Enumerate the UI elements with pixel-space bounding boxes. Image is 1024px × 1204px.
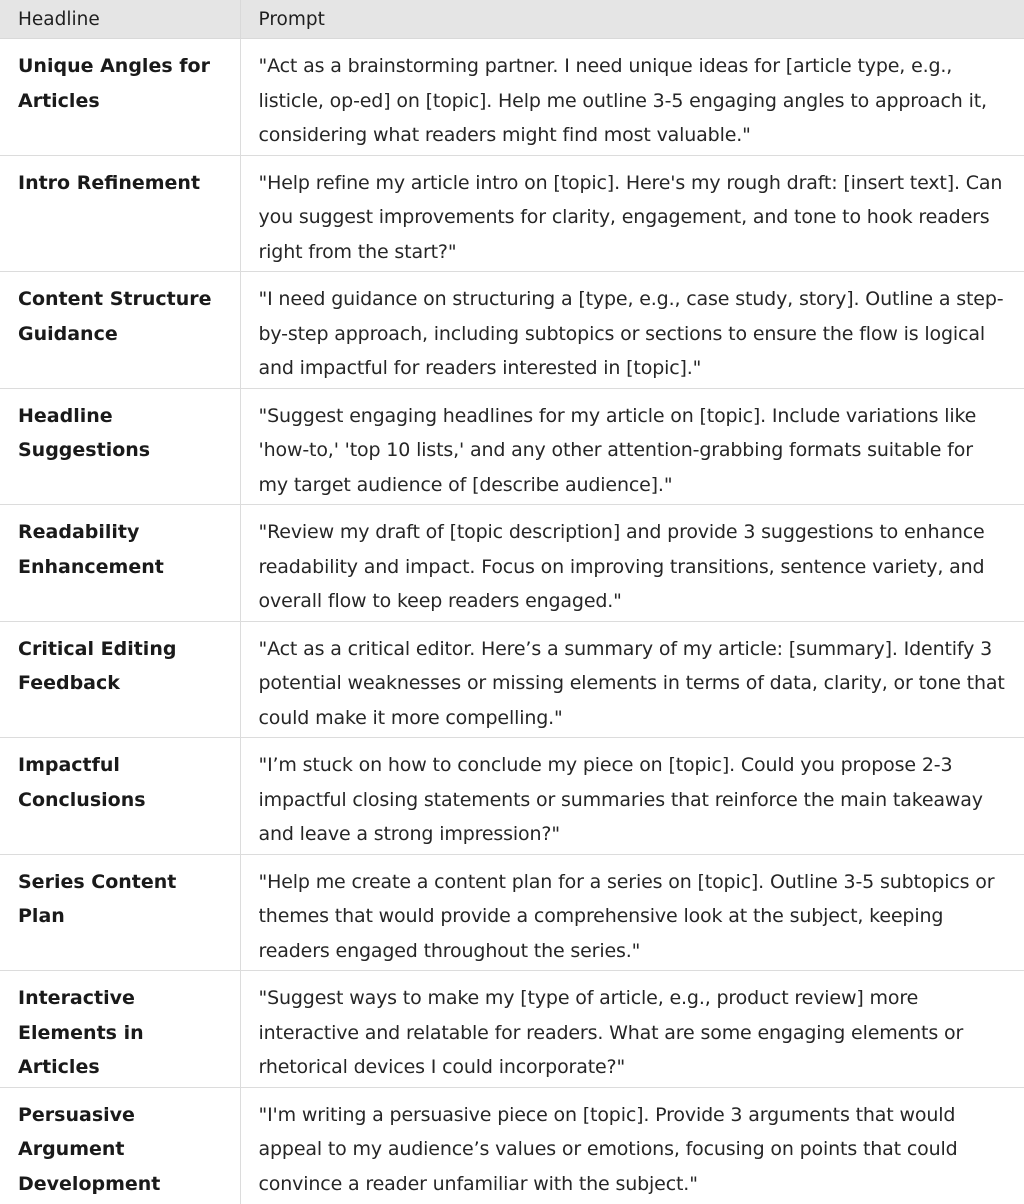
table-header <box>0 0 1024 39</box>
headline-cell: Readability Enhancement <box>0 505 240 622</box>
table-row <box>0 505 1024 622</box>
prompt-cell: "Review my draft of [topic description] and provide 3 suggestions to enhance readability and impact. Focus on improving transitions, sentence variety, and overall flow to keep readers engaged." <box>240 505 1024 622</box>
prompt-cell: "Act as a brainstorming partner. I need unique ideas for [article type, e.g., listicle, op-ed] on [topic]. Help me outline 3-5 engaging angles to approach it, considering what readers might find most valuable." <box>240 39 1024 156</box>
table-row <box>0 155 1024 272</box>
table-row <box>0 854 1024 971</box>
prompt-cell: "Act as a critical editor. Here’s a summary of my article: [summary]. Identify 3 potential weaknesses or missing elements in terms of data, clarity, or tone that could make it more compelling." <box>240 621 1024 738</box>
prompt-cell: "Help refine my article intro on [topic]. Here's my rough draft: [insert text]. Can you suggest improvements for clarity, engagement, and tone to hook readers right from the start?" <box>240 155 1024 272</box>
prompt-cell: "Suggest engaging headlines for my article on [topic]. Include variations like 'how-to,' 'top 10 lists,' and any other attention-grabbing formats suitable for my target audience of [describe audience]." <box>240 388 1024 505</box>
prompt-cell: "I need guidance on structuring a [type, e.g., case study, story]. Outline a step-by-step approach, including subtopics or sections to ensure the flow is logical and impactful for readers interested in [topic]." <box>240 272 1024 389</box>
headline-column-header: Headline <box>0 0 240 39</box>
table-row <box>0 1087 1024 1204</box>
prompt-cell: "Suggest ways to make my [type of article, e.g., product review] more interactive and relatable for readers. What are some engaging elements or rhetorical devices I could incorporate?" <box>240 971 1024 1088</box>
table-body <box>0 39 1024 1204</box>
prompt-cell: "Help me create a content plan for a series on [topic]. Outline 3-5 subtopics or themes that would provide a comprehensive look at the subject, keeping readers engaged throughout the series." <box>240 854 1024 971</box>
headline-cell: Impactful Conclusions <box>0 738 240 855</box>
headline-cell: Intro Refinement <box>0 155 240 272</box>
table-row <box>0 738 1024 855</box>
prompt-cell: "I’m stuck on how to conclude my piece on [topic]. Could you propose 2-3 impactful closing statements or summaries that reinforce the main takeaway and leave a strong impression?" <box>240 738 1024 855</box>
headline-cell: Critical Editing Feedback <box>0 621 240 738</box>
headline-cell: Series Content Plan <box>0 854 240 971</box>
headline-cell: Persuasive Argument Development <box>18 1103 161 1195</box>
headline-cell: Headline Suggestions <box>0 388 240 505</box>
table-row <box>0 388 1024 505</box>
prompt-column-header: Prompt <box>240 0 1024 39</box>
table-row <box>0 272 1024 389</box>
headline-cell: Unique Angles for Articles <box>0 39 240 156</box>
header-row <box>0 0 1024 39</box>
headline-cell: Interactive Elements in Articles <box>0 971 240 1088</box>
prompt-cell: "I'm writing a persuasive piece on [topic]. Provide 3 arguments that would appeal to my audience’s values or emotions, focusing on points that could convince a reader unfamiliar with the subject." <box>240 1087 1024 1204</box>
table-row <box>0 621 1024 738</box>
headline-cell: Content Structure Guidance <box>0 272 240 389</box>
table-row <box>0 39 1024 156</box>
table-row <box>0 971 1024 1088</box>
